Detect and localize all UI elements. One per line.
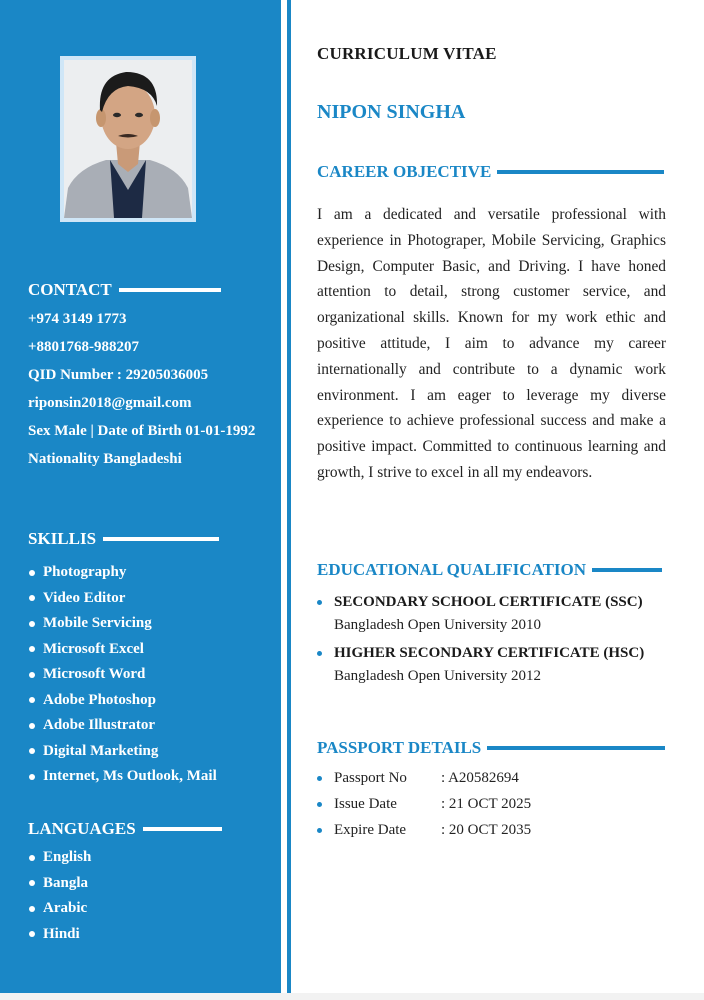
bullet-icon <box>29 906 35 912</box>
list-item: Mobile Servicing <box>28 611 217 637</box>
objective-heading-label: CAREER OBJECTIVE <box>317 162 492 181</box>
profile-photo-frame <box>60 56 196 222</box>
languages-heading-bar <box>143 827 222 831</box>
contact-qid-number: QID Number : 29205036005 <box>28 367 209 383</box>
education-degree: SECONDARY SCHOOL CERTIFICATE (SSC) <box>334 594 643 610</box>
candidate-name: NIPON SINGHA <box>317 101 466 123</box>
objective-heading <box>317 162 664 182</box>
passport-heading-bar <box>487 746 665 750</box>
contact-sex-dob: Sex Male | Date of Birth 01-01-1992 <box>28 423 256 439</box>
education-item-hsc <box>317 645 644 685</box>
list-item: Internet, Ms Outlook, Mail <box>28 764 217 790</box>
skills-heading-label: SKILLIS <box>28 529 97 548</box>
languages-heading-label: LANGUAGES <box>28 819 136 838</box>
education-institution: Bangladesh Open University 2012 <box>334 668 542 684</box>
contact-nationality: Nationality Bangladeshi <box>28 451 182 467</box>
languages-heading <box>28 819 222 839</box>
bullet-icon <box>317 651 322 656</box>
passport-row-label: Passport No <box>334 770 407 786</box>
bullet-icon <box>29 646 35 652</box>
languages-list <box>28 845 91 947</box>
list-item: Photography <box>28 560 217 586</box>
bullet-icon <box>29 748 35 754</box>
education-heading <box>317 560 662 580</box>
bullet-icon <box>317 776 322 781</box>
list-item: Bangla <box>28 871 91 897</box>
list-item: English <box>28 845 91 871</box>
objective-heading-bar <box>497 170 664 174</box>
document-title: CURRICULUM VITAE <box>317 44 497 63</box>
passport-expire-row <box>317 822 531 839</box>
education-institution: Bangladesh Open University 2010 <box>334 617 542 633</box>
passport-row-value: : A20582694 <box>441 770 519 786</box>
bullet-icon <box>317 600 322 605</box>
bullet-icon <box>29 880 35 886</box>
profile-photo <box>64 60 192 218</box>
objective-text: I am a dedicated and versatile professional with experience in Photograper, Mobile Servicing, Graphics Design, Computer Basic, and Driving. I have honed attention to detail, strong customer service, and organizational skills. Known for my work ethic and positive attitude, I aim to advance my career internationally and contribute to a dynamic work environment. I am eager to leverage my diverse experience to achieve professional success and make a positive impact. Committed to continuous learning and growth, I strive to excel in all my endeavors. <box>317 206 666 481</box>
list-item: Adobe Illustrator <box>28 713 217 739</box>
bullet-icon <box>29 855 35 861</box>
education-heading-bar <box>592 568 662 572</box>
bullet-icon <box>29 723 35 729</box>
bullet-icon <box>317 828 322 833</box>
list-item: Adobe Photoshop <box>28 688 217 714</box>
bullet-icon <box>29 621 35 627</box>
contact-email: riponsin2018@gmail.com <box>28 395 192 411</box>
bullet-icon <box>29 697 35 703</box>
passport-number-row <box>317 770 519 787</box>
passport-heading-label: PASSPORT DETAILS <box>317 738 482 757</box>
passport-row-label: Issue Date <box>334 796 397 812</box>
bullet-icon <box>29 595 35 601</box>
passport-issue-row <box>317 796 531 813</box>
page-bottom-edge <box>0 993 704 1000</box>
bullet-icon <box>29 931 35 937</box>
contact-heading-label: CONTACT <box>28 280 112 299</box>
person-portrait-icon <box>64 60 192 218</box>
passport-row-value: : 21 OCT 2025 <box>441 796 532 812</box>
skills-list <box>28 560 217 790</box>
bullet-icon <box>317 802 322 807</box>
bullet-icon <box>29 774 35 780</box>
list-item: Microsoft Excel <box>28 637 217 663</box>
bullet-icon <box>29 570 35 576</box>
contact-phone-qatar: +974 3149 1773 <box>28 311 127 327</box>
list-item: Hindi <box>28 922 91 948</box>
bullet-icon <box>29 672 35 678</box>
education-item-ssc <box>317 594 643 634</box>
education-heading-label: EDUCATIONAL QUALIFICATION <box>317 560 587 579</box>
list-item: Digital Marketing <box>28 739 217 765</box>
passport-row-value: : 20 OCT 2035 <box>441 822 532 838</box>
sidebar-divider-strip <box>287 0 291 1000</box>
education-degree: HIGHER SECONDARY CERTIFICATE (HSC) <box>334 645 645 661</box>
skills-heading <box>28 529 219 549</box>
list-item: Microsoft Word <box>28 662 217 688</box>
contact-heading <box>28 280 221 300</box>
passport-row-label: Expire Date <box>334 822 407 838</box>
list-item: Video Editor <box>28 586 217 612</box>
contact-phone-bangladesh: +8801768-988207 <box>28 339 140 355</box>
skills-heading-bar <box>103 537 219 541</box>
list-item: Arabic <box>28 896 91 922</box>
contact-heading-bar <box>119 288 221 292</box>
passport-heading <box>317 738 665 758</box>
